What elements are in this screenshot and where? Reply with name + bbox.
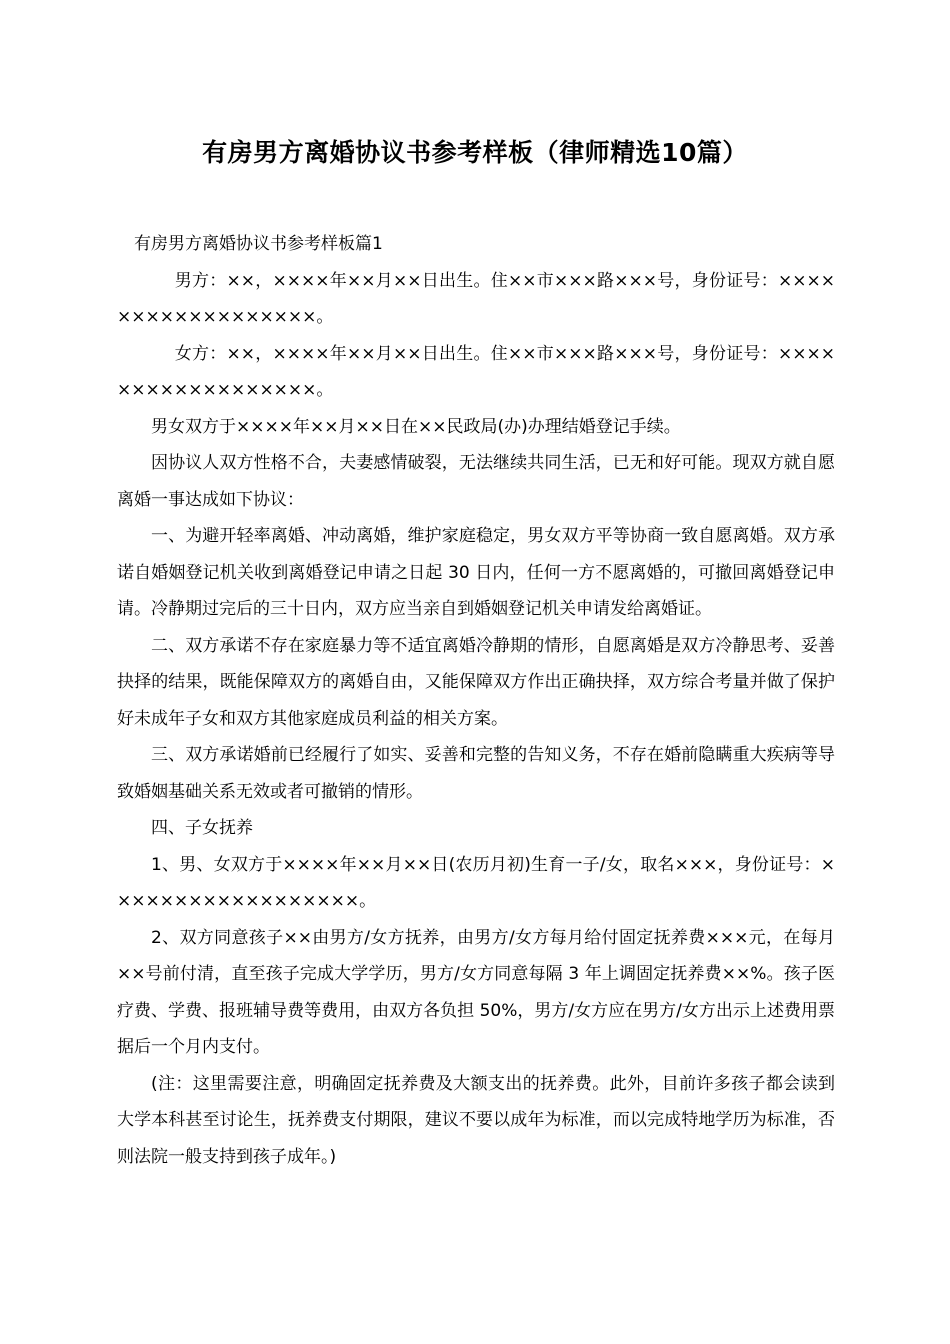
document-title: 有房男方离婚协议书参考样板（律师精选10篇） xyxy=(202,138,748,167)
paragraph-child-support: 2、双方同意孩子××由男方/女方抚养，由男方/女方每月给付固定抚养费×××元，在每月××号前付清，直至孩子完成大学学历，男方/女方同意每隔 3 年上调固定抚养费××%。孩子医疗费、学费、报班辅导费等费用，由双方各负担 50%，男方/女方应在男方/女方出示上述费用票据后一个月内支付。 xyxy=(117,927,835,1057)
paragraph-clause-4-heading: 四、子女抚养 xyxy=(151,818,253,838)
paragraph-clause-1: 一、为避开轻率离婚、冲动离婚，维护家庭稳定，男女双方平等协商一致自愿离婚。双方承诺自婚姻登记机关收到离婚登记申请之日起 30 日内，任何一方不愿离婚的，可撤回离婚登记申请。冷静期过完后的三十日内，双方应当亲自到婚姻登记机关申请发给离婚证。 xyxy=(117,526,835,619)
paragraph-reason: 因协议人双方性格不合，夫妻感情破裂，无法继续共同生活，已无和好可能。现双方就自愿离婚一事达成如下协议： xyxy=(117,453,835,510)
paragraph-note: (注：这里需要注意，明确固定抚养费及大额支出的抚养费。此外，目前许多孩子都会读到大学本科甚至讨论生，抚养费支付期限，建议不要以成年为标准，而以完成特地学历为标准，否则法院一般支持到孩子成年。) xyxy=(117,1073,835,1167)
paragraph-clause-2: 二、双方承诺不存在家庭暴力等不适宜离婚冷静期的情形，自愿离婚是双方冷静思考、妥善抉择的结果，既能保障双方的离婚自由，又能保障双方作出正确抉择，双方综合考量并做了保护好未成年子女和双方其他家庭成员利益的相关方案。 xyxy=(117,635,835,729)
document-body xyxy=(117,226,835,1175)
paragraph-female-party: 女方：××，××××年××月××日出生。住××市×××路×××号，身份证号：××××××××××××××××××。 xyxy=(117,343,835,400)
paragraph-child-birth: 1、男、女双方于××××年××月××日(农历月初)生育一子/女，取名×××，身份证号：××××××××××××××××××。 xyxy=(117,854,835,911)
paragraph-male-party: 男方：××，××××年××月××日出生。住××市×××路×××号，身份证号：××××××××××××××××××。 xyxy=(117,270,835,327)
paragraph-marriage-registration: 男女双方于××××年××月××日在××民政局(办)办理结婚登记手续。 xyxy=(151,416,681,437)
section-heading: 有房男方离婚协议书参考样板篇1 xyxy=(134,234,383,254)
paragraph-clause-3: 三、双方承诺婚前已经履行了如实、妥善和完整的告知义务，不存在婚前隐瞒重大疾病等导致婚姻基础关系无效或者可撤销的情形。 xyxy=(117,745,835,802)
